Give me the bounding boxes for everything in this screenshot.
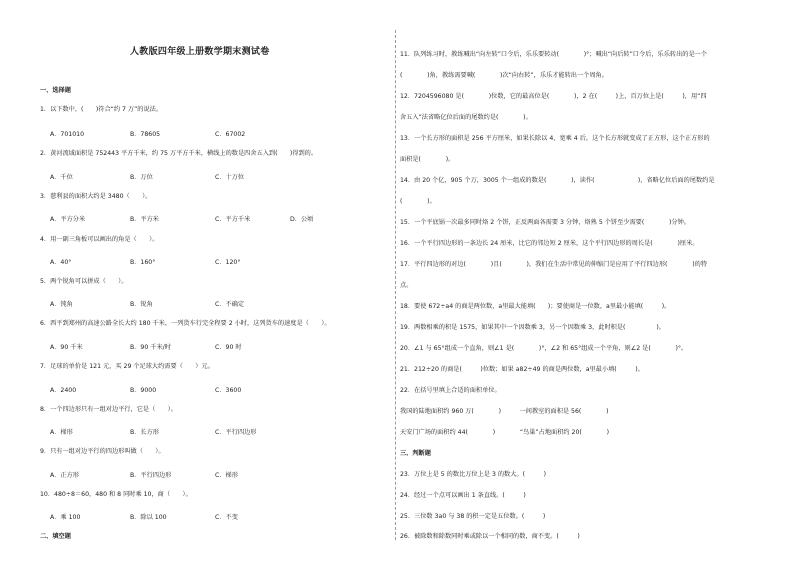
answer-option: B．90 千米/时 <box>130 344 171 351</box>
answer-option: B．长方形 <box>130 429 159 436</box>
answer-option: C．不变 <box>215 514 238 521</box>
question-text: 11．队列练习时，教练喊出“向左转”口令后，乐乐要转动( )°；喊出“向后转”口令后，乐乐转出的是一个 <box>400 51 708 58</box>
question-text: 16．一个平行四边形的一条边长 24 厘米，比它的邻边短 2 厘米，这个平行四边形的周长是( )厘米。 <box>400 240 699 247</box>
answer-option: C．十万位 <box>215 174 245 181</box>
answer-option: C．平方千米 <box>215 216 251 223</box>
question-text: 22．在括号里填上合适的面积单位。 <box>400 387 501 394</box>
answer-option: B．160° <box>130 259 156 266</box>
question-text: 23．万位上是 5 的数比万位上是 3 的数大。( ) <box>400 471 547 478</box>
question-text: 4．用一副三角板可以画出的角是（ ）。 <box>40 236 159 243</box>
question-text: 舍五入”法省略亿位后面的尾数约是( )。 <box>400 114 532 121</box>
question-text: 26．被除数和除数同时乘或除以一个相同的数，商不变。( ) <box>400 533 580 540</box>
answer-option: A．40° <box>50 259 72 266</box>
answer-option: C．梯形 <box>215 472 238 479</box>
question-text: 15．一个平底锅一次最多同时烙 2 个饼，正反两面各需要 3 分钟，烙熟 5 个饼至少需要( )分钟。 <box>400 219 690 226</box>
section-heading: 二、填空题 <box>40 533 71 540</box>
answer-option: C．67002 <box>215 131 246 138</box>
question-text: 19．两数相乘的积是 1575，如果其中一个因数乘 3，另一个因数乘 3，此时积是( )。 <box>400 324 665 331</box>
answer-option: A．701010 <box>50 131 85 138</box>
question-text: 25．三位数 3a0 与 38 的积一定是五位数。( ) <box>400 513 546 520</box>
answer-option: B．平行四边形 <box>130 472 172 479</box>
question-text: ( )。 <box>400 198 436 205</box>
question-text: 24．经过一个点可以画出 1 条直线。( ) <box>400 492 526 499</box>
answer-option: C．3600 <box>215 387 242 394</box>
question-text: 17．平行四边形的对边( )且( )，我们在生活中常见的伸缩门是应用了平行四边形( )的特 <box>400 261 707 268</box>
answer-option: A．千位 <box>50 174 73 181</box>
answer-option: D．公顷 <box>290 216 314 223</box>
answer-option: A．钝角 <box>50 301 73 308</box>
question-text: 10．480÷8＝60，480 和 8 同时乘 10，商（ ）。 <box>40 491 192 498</box>
question-text: 9．只有一组对边平行的四边形叫做（ ）。 <box>40 448 165 455</box>
question-text: 14．由 20 个亿，905 个万，3005 个一组成的数是( )，读作( )，省略亿位后面的尾数约是 <box>400 177 715 184</box>
section-heading: 三、判断题 <box>400 450 431 457</box>
question-text: 13．一个长方形的面积是 256 平方厘米，如果长除以 4，宽乘 4 后，这个长方形就变成了正方形，这个正方形的 <box>400 135 710 142</box>
answer-option: C．90 时 <box>215 344 242 351</box>
answer-option: A．90 千米 <box>50 344 83 351</box>
page-title: 人教版四年级上册数学期末测试卷 <box>130 47 270 57</box>
question-text: 2．黄河流域面积是 752443 平方千米，约 75 万平方千米，横线上的数是四舍五入到( )得到的。 <box>40 150 318 157</box>
question-text: 1．以下数中，( )符合“约 7 万”的说法。 <box>40 106 163 113</box>
question-text: ( )角，教练需要喊( )次“向右转”，乐乐才能转出一个周角。 <box>400 72 608 79</box>
question-text: 21．212÷20 的商是( )位数；如果 a82÷49 的商是两位数，a里最小填( )。 <box>400 366 644 373</box>
answer-option: A．乘 100 <box>50 514 81 521</box>
answer-option: B．78605 <box>130 131 161 138</box>
answer-option: C．平行四边形 <box>215 429 257 436</box>
question-text: 7．足球的单价是 121 元，买 29 个足球大约需要（ ）元。 <box>40 363 214 370</box>
section-heading: 一、选择题 <box>40 87 71 94</box>
answer-option: A．梯形 <box>50 429 73 436</box>
question-text: 18．要使 672÷a4 的商是两位数，a里最大能填( )；要使商是一位数，a里最小能填( )。 <box>400 303 671 310</box>
question-text: 6．西平到郑州的高速公路全长大约 180 千米，一列货车行完全程要 2 小时，这列货车的速度是（ ）。 <box>40 320 331 327</box>
question-text: 天安门广场的面积约 44( ) “鸟巢”占地面积约 20( ) <box>400 429 609 436</box>
answer-option: C．不确定 <box>215 301 245 308</box>
answer-option: A．正方形 <box>50 472 79 479</box>
question-text: 面积是( )。 <box>400 156 455 163</box>
answer-option: C．120° <box>215 259 241 266</box>
answer-option: B．万位 <box>130 174 153 181</box>
question-text: 8．一个四边形只有一组对边平行，它是（ ）。 <box>40 406 177 413</box>
answer-option: B．除以 100 <box>130 514 167 521</box>
question-text: 20．∠1 与 65°组成一个直角，则∠1 是( )°，∠2 和 65°组成一个平角，则∠2 是( )°。 <box>400 345 688 352</box>
question-text: 12．7204596080 是( )位数，它的最高位是( )，2 在( )上，百万位上是( )，用“四 <box>400 93 707 100</box>
column-divider <box>395 30 396 540</box>
question-text: 我国的陆地面积约 960 万( ) 一间教室的面积是 56( ) <box>400 408 609 415</box>
question-text: 点。 <box>400 282 413 289</box>
answer-option: B．9000 <box>130 387 157 394</box>
question-text: 3．慈利县的面积大约是 3480（ ）。 <box>40 193 152 200</box>
answer-option: B．平方米 <box>130 216 159 223</box>
question-text: 5．两个锐角可以拼成（ ）。 <box>40 278 128 285</box>
answer-option: B．锐角 <box>130 301 153 308</box>
answer-option: A．平方分米 <box>50 216 86 223</box>
answer-option: A．2400 <box>50 387 77 394</box>
